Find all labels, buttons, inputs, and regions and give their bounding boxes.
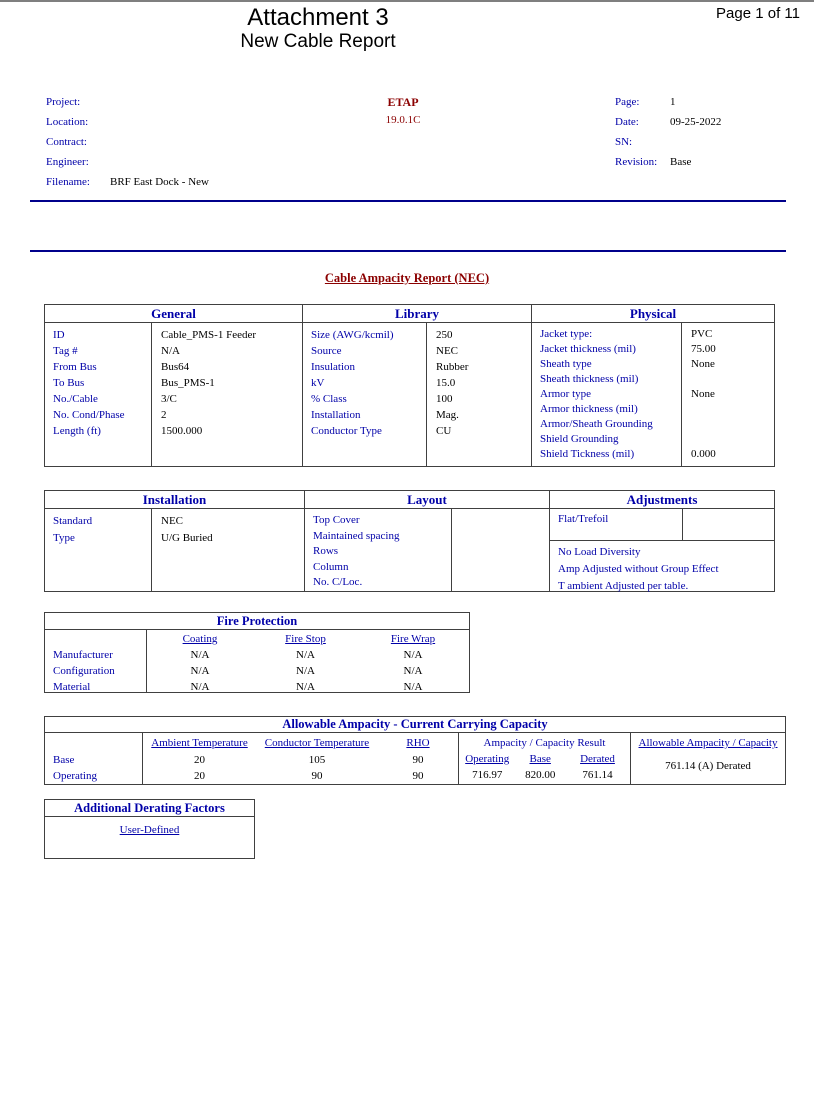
app-version: 19.0.1C [385, 114, 421, 126]
field-value: 1500.000 [161, 425, 203, 437]
field-label: No./Cable [53, 393, 98, 405]
installation-table [44, 490, 775, 592]
derating-factors-table [44, 799, 255, 859]
adjustments-notes [550, 541, 774, 595]
adjustments-section-header: Adjustments [626, 492, 698, 507]
operating-result-value: 716.97 [472, 769, 503, 781]
field-value: 15.0 [436, 377, 456, 389]
field-value: Bus_PMS-1 [161, 377, 215, 389]
cell-value: 105 [308, 754, 326, 766]
cell-value: N/A [296, 665, 315, 677]
engineer-label: Engineer: [46, 156, 89, 168]
library-section-header: Library [303, 305, 532, 322]
row-label: Configuration [53, 665, 115, 677]
field-value [681, 402, 774, 417]
adjustments-section [550, 509, 774, 591]
conductor-temperature-header: Conductor Temperature [264, 737, 370, 749]
field-value [451, 560, 549, 576]
report-title: Cable Ampacity Report (NEC) [324, 271, 490, 285]
field-value: NEC [161, 515, 183, 527]
field-value: Cable_PMS-1 Feeder [161, 329, 257, 341]
column-divider [151, 323, 152, 466]
layout-section [305, 509, 550, 591]
field-label: No. Cond/Phase [53, 409, 125, 421]
table-row [45, 679, 469, 695]
attachment-title: Attachment 3 [247, 4, 389, 31]
field-label: Tag # [53, 345, 78, 357]
field-value: PVC [691, 328, 713, 340]
field-value: Mag. [436, 409, 459, 421]
cell-value: N/A [403, 681, 423, 693]
cell-value: 90 [311, 770, 323, 782]
row-label: Material [53, 681, 91, 693]
ampacity-table [44, 716, 786, 785]
page-indicator: Page 1 of 11 [716, 5, 800, 22]
ampacity-result-section [459, 733, 631, 784]
field-label: Sheath type [540, 358, 592, 370]
field-label: Column [313, 560, 349, 573]
field-label: Maintained spacing [313, 529, 400, 542]
fire-wrap-column-header: Fire Wrap [390, 633, 436, 645]
field-value [451, 575, 549, 591]
field-label: Conductor Type [311, 425, 382, 437]
column-divider [146, 630, 147, 692]
filename-value: BRF East Dock - New [110, 176, 209, 188]
field-label: ID [53, 329, 65, 341]
field-value: None [691, 388, 715, 400]
cell-value: N/A [296, 681, 315, 693]
field-value: 2 [161, 409, 167, 421]
ampacity-table-header: Allowable Ampacity - Current Carrying Capacity [282, 717, 548, 731]
adjustment-note: T ambient Adjusted per table. [558, 580, 689, 592]
field-label: Armor thickness (mil) [540, 403, 638, 415]
row-label: Base [53, 754, 75, 766]
ambient-temperature-header: Ambient Temperature [151, 737, 248, 749]
coating-column-header: Coating [182, 633, 218, 645]
table-row [45, 768, 458, 785]
field-label: Jacket thickness (mil) [540, 343, 636, 355]
field-value [451, 529, 549, 545]
field-label: Sheath thickness (mil) [540, 373, 639, 385]
field-value [681, 417, 774, 432]
date-label: Date: [615, 116, 639, 128]
field-value: 100 [436, 393, 453, 405]
column-divider [151, 509, 152, 591]
field-label: To Bus [53, 377, 85, 389]
cell-value: 20 [194, 754, 205, 766]
cell-value: N/A [190, 665, 210, 677]
adjustments-config-row [550, 509, 774, 541]
field-value [681, 432, 774, 447]
top-divider [0, 0, 814, 2]
field-label: kV [311, 377, 325, 389]
derating-factors-header: Additional Derating Factors [74, 801, 225, 815]
contract-label: Contract: [46, 136, 87, 148]
field-label: Insulation [311, 361, 355, 373]
field-value [451, 544, 549, 560]
installation-section-header: Installation [45, 491, 305, 508]
derated-result-value: 761.14 [582, 769, 613, 781]
table-row [45, 647, 469, 663]
allowable-ampacity-value: 761.14 (A) Derated [665, 760, 751, 772]
field-value: NEC [436, 345, 458, 357]
document-header [0, 4, 636, 53]
column-divider [426, 323, 427, 466]
ampacity-temperatures-section [45, 733, 459, 784]
cell-value: N/A [296, 649, 315, 661]
field-label: Armor type [540, 388, 592, 400]
field-label: Jacket type: [540, 328, 593, 340]
field-label: Shield Tickness (mil) [540, 448, 635, 460]
section-divider [30, 250, 786, 252]
installation-section [45, 509, 305, 591]
layout-section-header: Layout [305, 491, 550, 508]
physical-section [532, 323, 774, 466]
column-divider [682, 509, 683, 540]
page-label: Page: [615, 96, 640, 108]
cell-value: N/A [403, 665, 423, 677]
project-label: Project: [46, 96, 81, 108]
field-label: From Bus [53, 361, 97, 373]
field-value: None [691, 358, 715, 370]
column-divider [142, 733, 143, 784]
row-label: Manufacturer [53, 649, 113, 661]
field-value: 0.000 [691, 448, 716, 460]
field-value [451, 513, 549, 529]
sn-label: SN: [615, 136, 633, 148]
filename-label: Filename: [46, 176, 90, 188]
report-name: New Cable Report [240, 31, 396, 52]
field-value: 250 [436, 329, 453, 341]
fire-protection-body [45, 630, 469, 692]
physical-section-header: Physical [629, 306, 677, 321]
allowable-ampacity-header: Allowable Ampacity / Capacity [638, 737, 778, 749]
field-label: Top Cover [313, 514, 360, 526]
field-value [681, 372, 774, 387]
fire-protection-table [44, 612, 470, 693]
field-label: Armor/Sheath Grounding [540, 418, 653, 430]
field-label: Type [53, 532, 75, 544]
result-section-title: Ampacity / Capacity Result [483, 737, 606, 749]
field-value: 75.00 [691, 343, 716, 355]
field-label: Shield Grounding [540, 433, 619, 445]
fire-protection-header: Fire Protection [216, 614, 298, 628]
field-label: Source [311, 345, 342, 357]
app-name: ETAP [387, 95, 419, 109]
field-value: Rubber [436, 361, 469, 373]
base-column-header: Base [529, 753, 551, 765]
cell-value: 90 [412, 754, 424, 766]
column-divider [681, 323, 682, 466]
revision-label: Revision: [615, 156, 658, 168]
field-label: Standard [53, 515, 93, 527]
derated-column-header: Derated [580, 753, 615, 765]
field-label: % Class [311, 393, 347, 405]
field-value: CU [436, 425, 452, 437]
adjustment-note: No Load Diversity [558, 546, 641, 558]
field-label: Rows [313, 545, 339, 558]
row-label: Operating [53, 770, 97, 782]
table-row [45, 663, 469, 679]
cell-value: N/A [190, 649, 210, 661]
field-label: Size (AWG/kcmil) [311, 329, 394, 341]
column-divider [451, 509, 452, 591]
user-defined-label: User-Defined [119, 824, 180, 836]
operating-column-header: Operating [465, 753, 510, 765]
revision-value: Base [670, 156, 692, 168]
table-row [45, 752, 458, 768]
library-section [303, 323, 532, 466]
field-value: U/G Buried [161, 532, 213, 544]
page-value: 1 [670, 96, 676, 108]
field-value: N/A [161, 345, 180, 357]
ampacity-table-body [45, 733, 785, 784]
fire-stop-column-header: Fire Stop [285, 633, 326, 645]
general-section [45, 323, 303, 466]
location-label: Location: [46, 116, 89, 128]
adjustment-note: Amp Adjusted without Group Effect [558, 563, 719, 575]
cell-value: N/A [403, 649, 423, 661]
base-result-value: 820.00 [525, 769, 556, 781]
field-label: Length (ft) [53, 425, 101, 437]
rho-header: RHO [406, 737, 430, 749]
field-label: No. C/Loc. [313, 576, 363, 589]
cell-value: N/A [190, 681, 210, 693]
allowable-ampacity-section [631, 733, 785, 784]
flat-trefoil-label: Flat/Trefoil [558, 513, 609, 525]
field-value: Bus64 [161, 361, 190, 373]
field-value: 3/C [161, 393, 177, 405]
date-value: 09-25-2022 [670, 116, 722, 128]
derating-factors-body [45, 817, 254, 838]
header-divider [30, 200, 786, 202]
general-section-header: General [45, 305, 303, 322]
cell-value: 20 [194, 770, 205, 782]
cable-data-table [44, 304, 775, 467]
field-label: Installation [311, 409, 361, 421]
cell-value: 90 [412, 770, 424, 782]
